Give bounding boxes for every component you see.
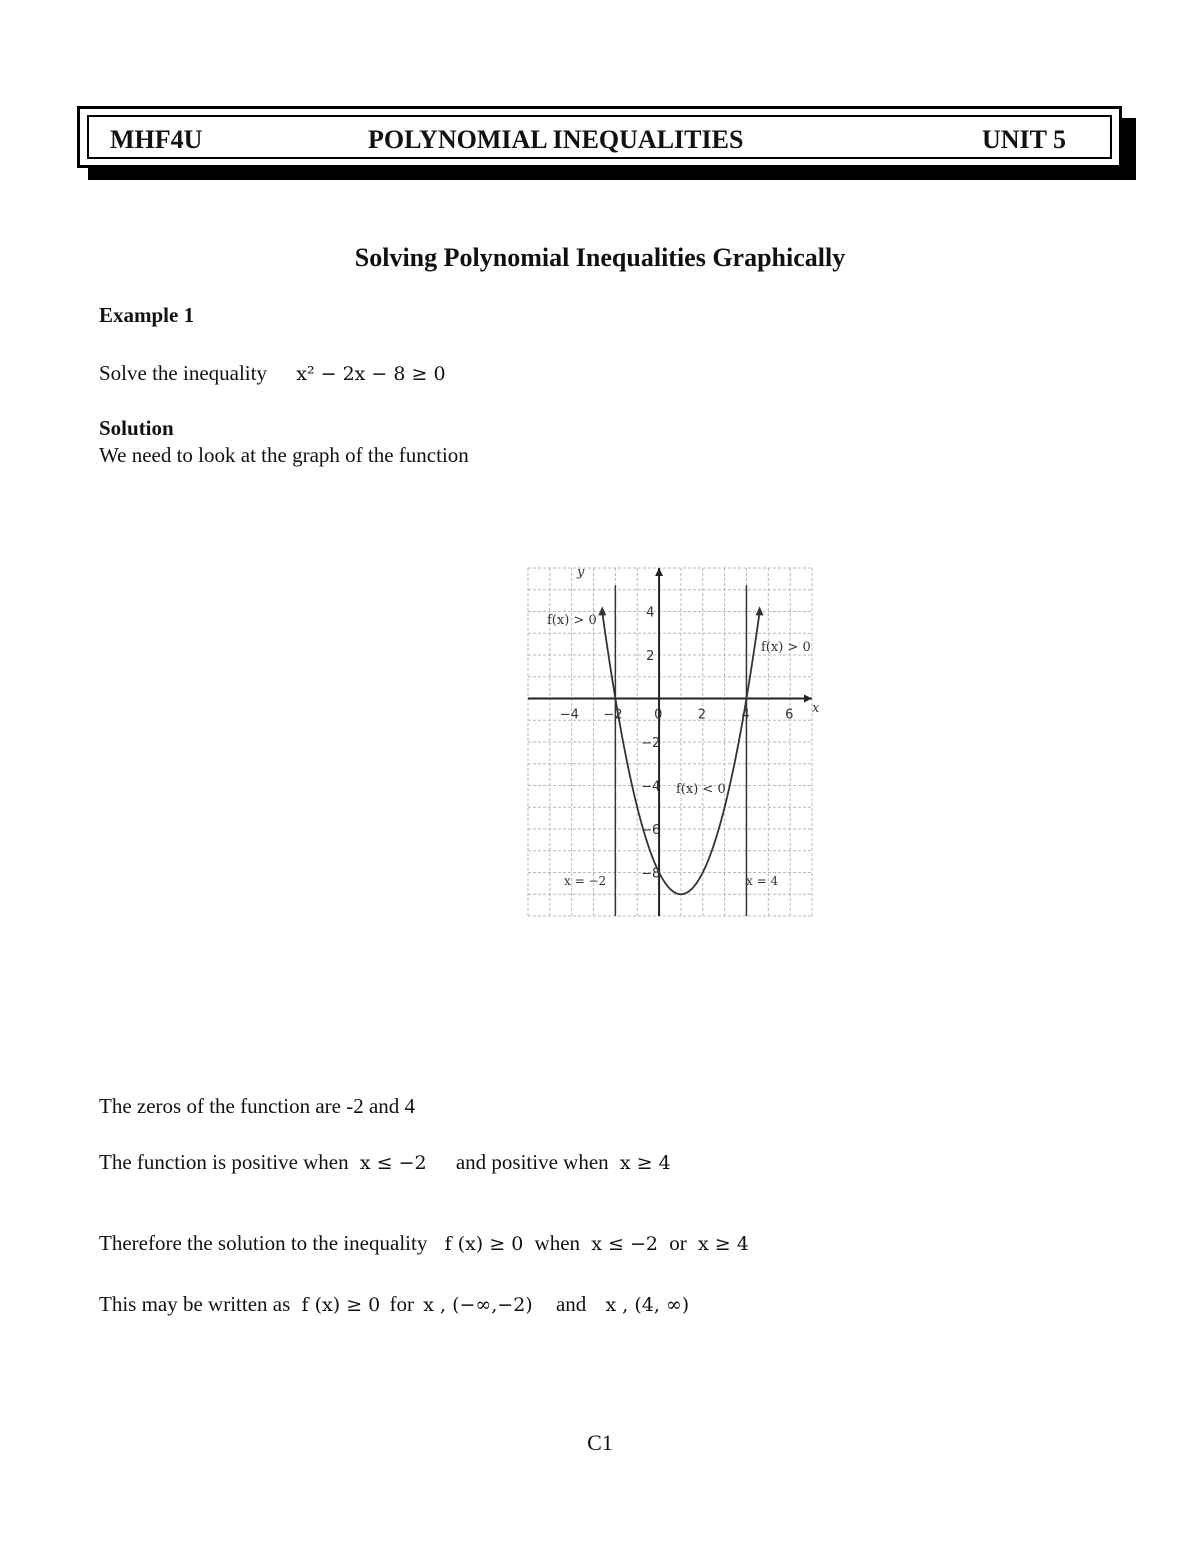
y-tick-label: 2 [646, 649, 655, 664]
page-number: C1 [587, 1430, 613, 1455]
x-tick-label: 2 [697, 707, 707, 723]
x-tick-label: −4 [559, 707, 579, 723]
parabola-graph [520, 560, 820, 922]
x-tick-label: 6 [785, 707, 794, 723]
x-tick-label: 0 [654, 707, 663, 723]
curve-arrow-right [756, 606, 764, 615]
y-tick-label: −4 [641, 779, 661, 795]
positive-math-a: x ≤ −2 [359, 1152, 427, 1174]
therefore-statement [99, 1231, 749, 1256]
written-math-2: x , (−∞,−2) [423, 1294, 533, 1316]
written-text: This may be written as [99, 1292, 291, 1316]
therefore-or: or [669, 1231, 687, 1255]
positive-text-b: and positive when [455, 1150, 609, 1174]
y-tick-label: −8 [641, 866, 661, 882]
tick-labels [560, 606, 794, 882]
solution-intro: We need to look at the graph of the function [99, 443, 469, 467]
written-math-3: x , (4, ∞) [605, 1294, 690, 1316]
therefore-when: when [534, 1231, 581, 1255]
x-axis-arrow [804, 695, 812, 703]
prompt-line [99, 361, 446, 386]
label-line-left: x = −2 [564, 874, 607, 888]
therefore-math-3: x ≥ 4 [698, 1233, 749, 1255]
written-for: for [389, 1292, 414, 1316]
x-tick-label: −2 [603, 707, 623, 723]
therefore-math-2: x ≤ −2 [591, 1233, 659, 1255]
label-right-positive: f(x) > 0 [761, 640, 811, 655]
y-axis-label: y [577, 565, 585, 580]
curve-arrow-left [598, 606, 606, 615]
written-statement [99, 1292, 689, 1317]
page-title: Solving Polynomial Inequalities Graphically [354, 243, 846, 272]
x-tick-label: 4 [741, 707, 750, 723]
positive-text-a: The function is positive when [99, 1150, 349, 1174]
y-axis-arrow [655, 568, 663, 576]
positive-statement [99, 1150, 671, 1175]
label-negative: f(x) < 0 [676, 782, 726, 797]
x-axis-label: x [812, 701, 820, 716]
written-math-1: f (x) ≥ 0 [301, 1294, 381, 1316]
label-left-positive: f(x) > 0 [547, 613, 597, 628]
therefore-text: Therefore the solution to the inequality [99, 1231, 428, 1255]
written-and: and [555, 1292, 587, 1316]
example-heading: Example 1 [99, 303, 195, 327]
prompt-inequality: x² − 2x − 8 ≥ 0 [296, 363, 446, 385]
prompt-text: Solve the inequality [99, 361, 267, 385]
solution-heading: Solution [99, 416, 174, 440]
header-unit: UNIT 5 [982, 125, 1067, 154]
zeros-statement: The zeros of the function are -2 and 4 [99, 1094, 416, 1118]
y-tick-label: −2 [641, 736, 661, 751]
positive-math-b: x ≥ 4 [619, 1152, 671, 1174]
header-box [77, 106, 1122, 168]
header-topic: POLYNOMIAL INEQUALITIES [368, 125, 744, 154]
label-line-right: x = 4 [746, 874, 779, 888]
y-tick-label: 4 [646, 605, 655, 621]
therefore-math-1: f (x) ≥ 0 [444, 1233, 524, 1255]
y-tick-label: −6 [641, 823, 661, 838]
header-course: MHF4U [110, 125, 203, 154]
